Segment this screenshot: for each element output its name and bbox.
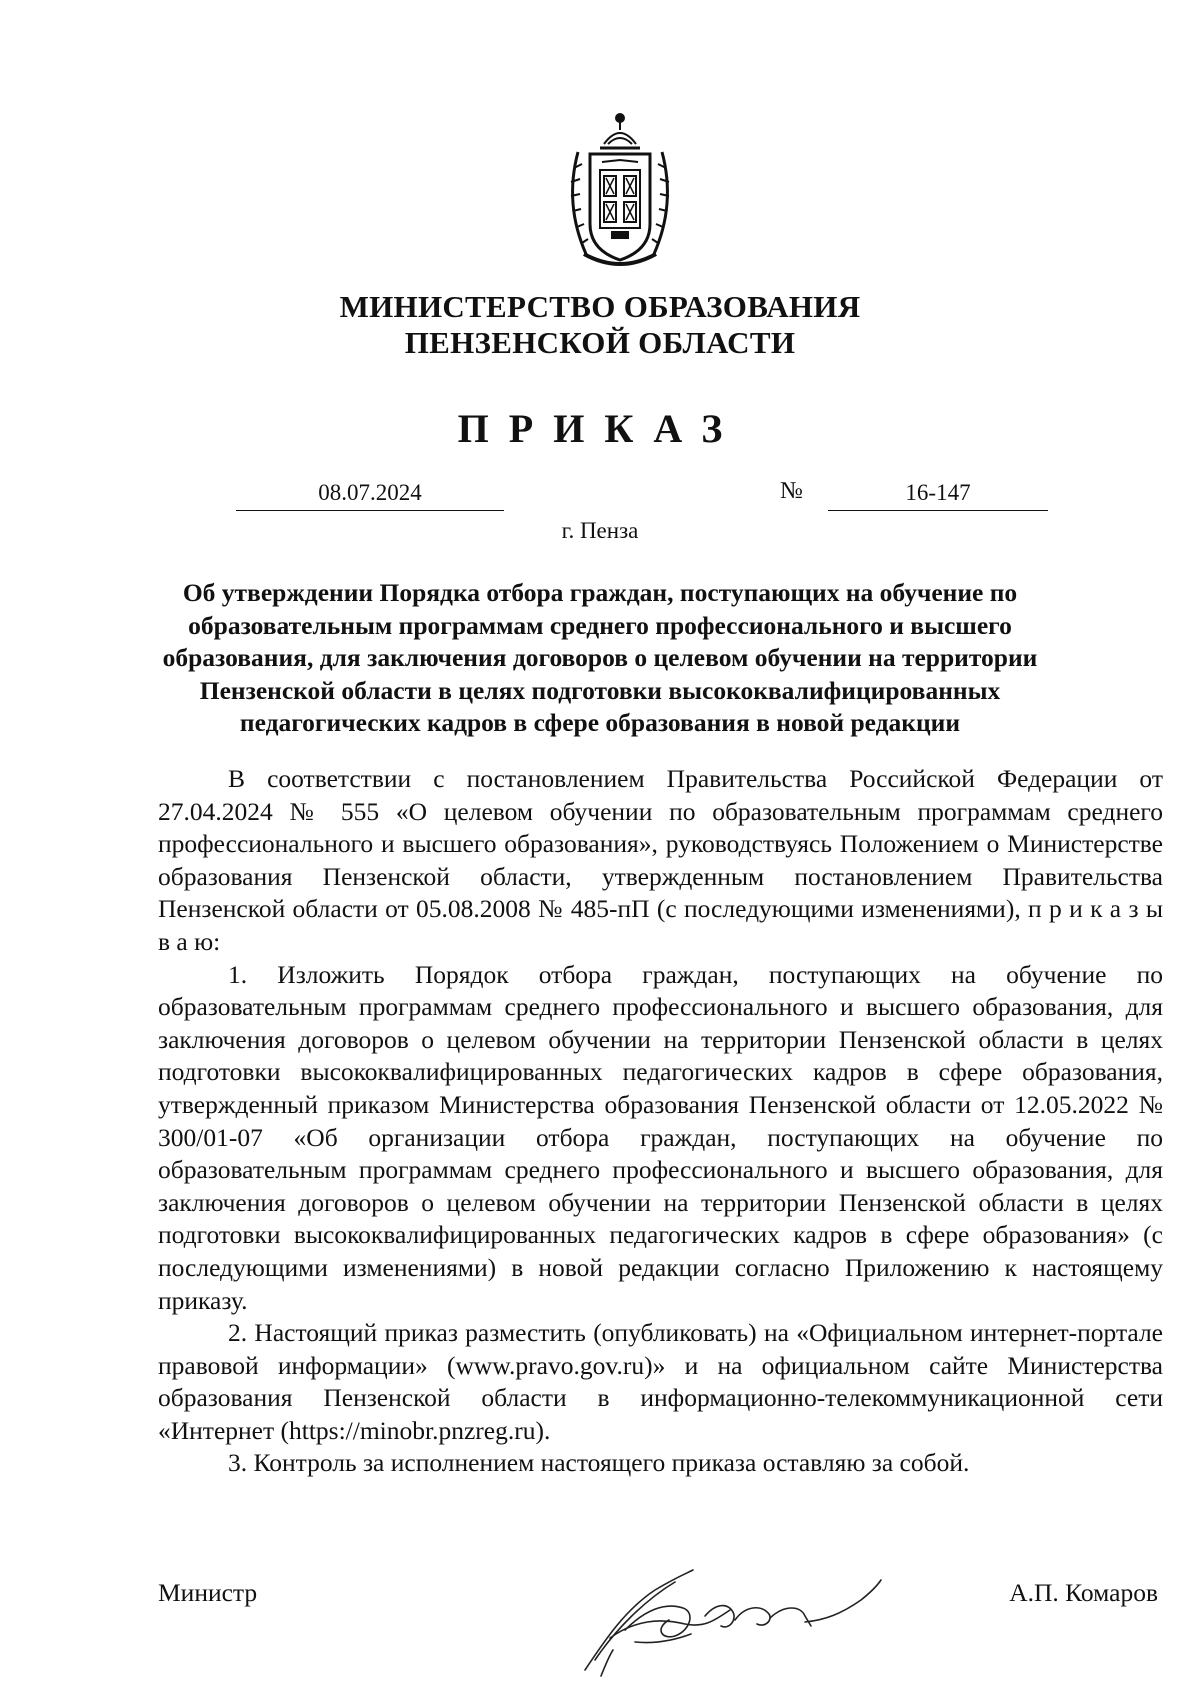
paragraph-item-3: 3. Контроль за исполнением настоящего приказа оставляю за собой. — [228, 1448, 970, 1478]
organization-line-2: ПЕНЗЕНСКОЙ ОБЛАСТИ — [404, 325, 796, 360]
paragraph-item-2: 2. Настоящий приказ разместить (опубликовать) на «Официальном интернет-портале правовой информации» (www.pravo.gov.ru)» и на официальном сайте Министерства образования Пензенской области в информационно-телекоммуникационной сети «Интернет (https://minobr.pnzreg.ru). — [158, 1318, 1163, 1445]
number-sign: № — [780, 478, 803, 504]
organization-line-1: МИНИСТЕРСТВО ОБРАЗОВАНИЯ — [339, 289, 861, 324]
signatory-role: Министр — [158, 1578, 258, 1607]
document-city: г. Пенза — [561, 518, 639, 543]
document-type: ПРИКАЗ — [457, 406, 743, 451]
document-title: Об утверждении Порядка отбора граждан, поступающих на обучение по образовательным программам среднего профессионального и высшего образования, для заключения договоров о целевом обучении на территории Пензенской области в целях подготовки высококвалифицированных педагогических кадров в сфере образования в новой редакции — [162, 578, 1038, 737]
document-number: 16-147 — [905, 480, 971, 505]
signatory-name: А.П. Комаров — [1009, 1578, 1158, 1607]
coat-of-arms-icon — [562, 104, 678, 270]
number-underline — [828, 510, 1048, 511]
handwritten-signature-icon — [565, 1560, 895, 1680]
document-date: 08.07.2024 — [318, 480, 422, 505]
date-underline — [236, 510, 504, 511]
paragraph-preamble: В соответствии с постановлением Правительства Российской Федерации от 27.04.2024 № 555 «О целевом обучении по образовательным программам среднего профессионального и высшего образования», руководствуясь Положением о Министерстве образования Пензенской области, утвержденным постановлением Правительства Пензенской области от 05.08.2008 № 485-пП (с последующими изменениями), п р и к а з ы в а ю: — [158, 764, 1163, 956]
paragraph-item-1: 1. Изложить Порядок отбора граждан, поступающих на обучение по образовательным программам среднего профессионального и высшего образования, для заключения договоров о целевом обучении на территории Пензенской области в целях подготовки высококвалифицированных педагогических кадров в сфере образования, утвержденный приказом Министерства образования Пензенской области от 12.05.2022 № 300/01-07 «Об организации отбора граждан, поступающих на обучение по образовательным программам среднего профессионального и высшего образования, для заключения договоров о целевом обучении на территории Пензенской области в целях подготовки высококвалифицированных педагогических кадров в сфере образования» (с последующими изменениями) в новой редакции согласно Приложению к настоящему приказу. — [158, 959, 1163, 1315]
document-body — [158, 763, 1163, 1480]
